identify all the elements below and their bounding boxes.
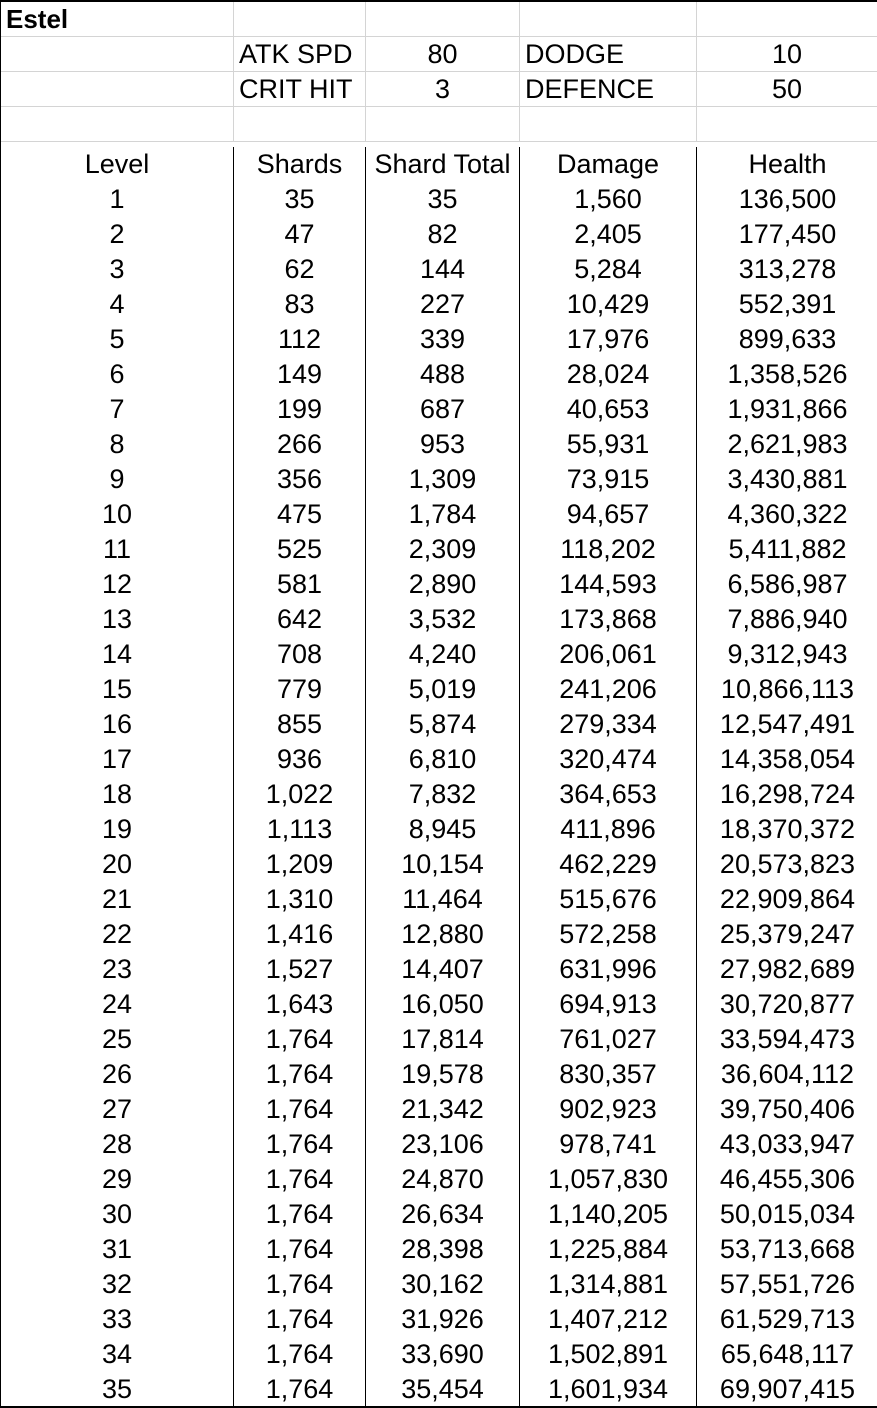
header-level[interactable]: Level	[1, 147, 234, 182]
level-cell[interactable]: 14	[1, 637, 234, 672]
damage-cell[interactable]: 1,560	[520, 182, 697, 217]
shard-total-cell[interactable]: 687	[366, 392, 520, 427]
level-cell[interactable]: 28	[1, 1127, 234, 1162]
damage-cell[interactable]: 830,357	[520, 1057, 697, 1092]
level-cell[interactable]: 23	[1, 952, 234, 987]
damage-cell[interactable]: 902,923	[520, 1092, 697, 1127]
level-cell[interactable]: 6	[1, 357, 234, 392]
health-cell[interactable]: 2,621,983	[727, 429, 848, 459]
level-cell[interactable]: 15	[1, 672, 234, 707]
level-cell[interactable]: 24	[1, 987, 234, 1022]
empty-cell[interactable]	[366, 107, 520, 142]
shard-total-cell[interactable]: 144	[366, 252, 520, 287]
damage-cell[interactable]: 515,676	[520, 882, 697, 917]
shards-cell[interactable]: 266	[234, 427, 366, 462]
shard-total-cell[interactable]: 2,890	[366, 567, 520, 602]
table-row	[1, 217, 877, 252]
health-cell[interactable]: 313,278	[738, 254, 837, 284]
stats-row-1	[1, 37, 877, 72]
shards-cell[interactable]: 1,764	[234, 1057, 366, 1092]
health-cell[interactable]: 136,500	[738, 184, 837, 214]
health-cell[interactable]: 43,033,947	[719, 1129, 856, 1159]
level-cell[interactable]: 32	[1, 1267, 234, 1302]
shards-cell[interactable]: 1,764	[234, 1197, 366, 1232]
health-cell[interactable]: 5,411,882	[728, 534, 847, 564]
stats-row-2	[1, 72, 877, 107]
level-cell[interactable]: 21	[1, 882, 234, 917]
health-cell[interactable]: 27,982,689	[719, 954, 856, 984]
shards-cell[interactable]: 83	[234, 287, 366, 322]
health-cell[interactable]: 6,586,987	[727, 569, 848, 599]
level-cell[interactable]: 16	[1, 707, 234, 742]
health-cell[interactable]: 1,931,866	[727, 394, 848, 424]
level-cell[interactable]: 19	[1, 812, 234, 847]
empty-cell[interactable]	[520, 2, 697, 37]
health-cell[interactable]: 10,866,113	[720, 674, 855, 704]
level-cell[interactable]: 17	[1, 742, 234, 777]
table-row	[1, 532, 877, 567]
health-cell[interactable]: 25,379,247	[719, 919, 856, 949]
table-row	[1, 637, 877, 672]
damage-cell[interactable]: 17,976	[520, 322, 697, 357]
damage-cell[interactable]: 1,502,891	[520, 1337, 697, 1372]
shards-cell[interactable]: 1,764	[234, 1337, 366, 1372]
table-row	[1, 1127, 877, 1162]
shards-cell[interactable]: 1,764	[234, 1022, 366, 1057]
level-cell[interactable]: 8	[1, 427, 234, 462]
table-row	[1, 322, 877, 357]
shard-total-cell[interactable]: 19,578	[366, 1057, 520, 1092]
level-cell[interactable]: 10	[1, 497, 234, 532]
shards-cell[interactable]: 1,643	[234, 987, 366, 1022]
shard-total-cell[interactable]: 3,532	[366, 602, 520, 637]
table-row	[1, 812, 877, 847]
empty-cell[interactable]	[697, 2, 877, 37]
health-cell[interactable]: 50,015,034	[719, 1199, 856, 1229]
damage-cell[interactable]: 241,206	[520, 672, 697, 707]
table-row	[1, 707, 877, 742]
health-cell[interactable]: 61,529,713	[719, 1304, 856, 1334]
shard-total-cell[interactable]: 11,464	[366, 882, 520, 917]
shard-total-cell[interactable]: 12,880	[366, 917, 520, 952]
health-cell[interactable]: 22,909,864	[719, 884, 856, 914]
damage-cell[interactable]: 279,334	[520, 707, 697, 742]
level-cell[interactable]: 11	[1, 532, 234, 567]
damage-cell[interactable]: 1,225,884	[520, 1232, 697, 1267]
shard-total-cell[interactable]: 953	[366, 427, 520, 462]
shard-total-cell[interactable]: 16,050	[366, 987, 520, 1022]
damage-cell[interactable]: 94,657	[520, 497, 697, 532]
level-cell[interactable]: 22	[1, 917, 234, 952]
damage-cell[interactable]: 761,027	[520, 1022, 697, 1057]
table-row	[1, 1197, 877, 1232]
shards-cell[interactable]: 1,764	[234, 1232, 366, 1267]
shards-cell[interactable]: 1,764	[234, 1162, 366, 1197]
damage-cell[interactable]: 364,653	[520, 777, 697, 812]
shard-total-cell[interactable]: 23,106	[366, 1127, 520, 1162]
shard-total-cell[interactable]: 1,309	[366, 462, 520, 497]
shards-cell[interactable]: 1,310	[234, 882, 366, 917]
damage-cell[interactable]: 206,061	[520, 637, 697, 672]
damage-cell[interactable]: 462,229	[520, 847, 697, 882]
level-cell[interactable]: 3	[1, 252, 234, 287]
empty-cell[interactable]	[697, 107, 877, 142]
table-row	[1, 917, 877, 952]
level-cell[interactable]: 13	[1, 602, 234, 637]
table-row	[1, 847, 877, 882]
shards-cell[interactable]: 475	[234, 497, 366, 532]
empty-cell[interactable]	[1, 107, 234, 142]
shard-total-cell[interactable]: 31,926	[366, 1302, 520, 1337]
level-cell[interactable]: 35	[1, 1372, 234, 1407]
damage-cell[interactable]: 40,653	[520, 392, 697, 427]
dodge-value[interactable]: 10	[697, 37, 877, 72]
damage-cell[interactable]: 28,024	[520, 357, 697, 392]
health-cell[interactable]: 20,573,823	[719, 849, 856, 879]
level-cell[interactable]: 5	[1, 322, 234, 357]
shards-cell[interactable]: 1,764	[234, 1302, 366, 1337]
health-cell[interactable]: 552,391	[738, 289, 837, 319]
damage-cell[interactable]: 173,868	[520, 602, 697, 637]
blank-row	[1, 107, 877, 142]
table-row	[1, 287, 877, 322]
shards-cell[interactable]: 149	[234, 357, 366, 392]
shards-cell[interactable]: 1,764	[234, 1127, 366, 1162]
table-row	[1, 1372, 877, 1407]
table-row	[1, 1232, 877, 1267]
shard-total-cell[interactable]: 227	[366, 287, 520, 322]
health-cell[interactable]: 53,713,668	[719, 1234, 856, 1264]
shards-cell[interactable]: 708	[234, 637, 366, 672]
shards-cell[interactable]: 1,764	[234, 1092, 366, 1127]
table-row	[1, 952, 877, 987]
level-cell[interactable]: 7	[1, 392, 234, 427]
crit-hit-value[interactable]: 3	[366, 72, 520, 107]
shards-cell[interactable]: 1,113	[234, 812, 366, 847]
damage-cell[interactable]: 1,601,934	[520, 1372, 697, 1407]
damage-cell[interactable]: 118,202	[520, 532, 697, 567]
level-cell[interactable]: 1	[1, 182, 234, 217]
table-row	[1, 427, 877, 462]
table-row	[1, 392, 877, 427]
level-cell[interactable]: 27	[1, 1092, 234, 1127]
table-row	[1, 567, 877, 602]
shard-total-cell[interactable]: 4,240	[366, 637, 520, 672]
header-row	[1, 147, 877, 182]
health-cell[interactable]: 7,886,940	[727, 604, 848, 634]
shard-total-cell[interactable]: 2,309	[366, 532, 520, 567]
shards-cell[interactable]: 581	[234, 567, 366, 602]
level-cell[interactable]: 26	[1, 1057, 234, 1092]
health-cell[interactable]: 9,312,943	[727, 639, 848, 669]
shard-total-cell[interactable]: 35	[366, 182, 520, 217]
health-cell[interactable]: 39,750,406	[719, 1094, 856, 1124]
health-cell[interactable]: 30,720,877	[719, 989, 856, 1019]
level-cell[interactable]: 20	[1, 847, 234, 882]
shard-total-cell[interactable]: 17,814	[366, 1022, 520, 1057]
shards-cell[interactable]: 855	[234, 707, 366, 742]
table-row	[1, 1162, 877, 1197]
shards-cell[interactable]: 1,527	[234, 952, 366, 987]
empty-cell[interactable]	[234, 107, 366, 142]
shards-cell[interactable]: 642	[234, 602, 366, 637]
shards-cell[interactable]: 47	[234, 217, 366, 252]
level-cell[interactable]: 33	[1, 1302, 234, 1337]
damage-cell[interactable]: 411,896	[520, 812, 697, 847]
table-row	[1, 742, 877, 777]
damage-cell[interactable]: 2,405	[520, 217, 697, 252]
table-row	[1, 987, 877, 1022]
table-row	[1, 1302, 877, 1337]
shard-total-cell[interactable]: 8,945	[366, 812, 520, 847]
damage-cell[interactable]: 1,057,830	[520, 1162, 697, 1197]
level-cell[interactable]: 18	[1, 777, 234, 812]
table-row	[1, 1057, 877, 1092]
damage-cell[interactable]: 1,407,212	[520, 1302, 697, 1337]
level-cell[interactable]: 12	[1, 567, 234, 602]
table-row	[1, 357, 877, 392]
health-cell[interactable]: 65,648,117	[720, 1339, 855, 1369]
shards-cell[interactable]: 62	[234, 252, 366, 287]
health-cell[interactable]: 36,604,112	[720, 1059, 855, 1089]
header-health[interactable]: Health	[748, 149, 827, 179]
shards-cell[interactable]: 525	[234, 532, 366, 567]
dodge-label[interactable]: DODGE	[520, 37, 697, 72]
shards-cell[interactable]: 936	[234, 742, 366, 777]
damage-cell[interactable]: 1,140,205	[520, 1197, 697, 1232]
shard-total-cell[interactable]: 14,407	[366, 952, 520, 987]
damage-cell[interactable]: 978,741	[520, 1127, 697, 1162]
level-cell[interactable]: 34	[1, 1337, 234, 1372]
header-damage[interactable]: Damage	[520, 147, 697, 182]
health-cell[interactable]: 12,547,491	[719, 709, 856, 739]
level-cell[interactable]: 4	[1, 287, 234, 322]
atk-spd-value[interactable]: 80	[366, 37, 520, 72]
empty-cell[interactable]	[1, 72, 234, 107]
crit-hit-label[interactable]: CRIT HIT	[234, 72, 366, 107]
shards-cell[interactable]: 356	[234, 462, 366, 497]
empty-cell[interactable]	[1, 37, 234, 72]
table-row	[1, 672, 877, 707]
health-cell[interactable]: 1,358,526	[727, 359, 848, 389]
shard-total-cell[interactable]: 35,454	[366, 1372, 520, 1407]
level-cell[interactable]: 31	[1, 1232, 234, 1267]
damage-cell[interactable]: 73,915	[520, 462, 697, 497]
shard-total-cell[interactable]: 10,154	[366, 847, 520, 882]
shard-total-cell[interactable]: 339	[366, 322, 520, 357]
shards-cell[interactable]: 1,764	[234, 1372, 366, 1407]
shards-cell[interactable]: 1,416	[234, 917, 366, 952]
sheet-title[interactable]: Estel	[1, 2, 234, 37]
title-row	[1, 2, 877, 37]
level-cell[interactable]: 30	[1, 1197, 234, 1232]
shard-total-cell[interactable]: 7,832	[366, 777, 520, 812]
damage-cell[interactable]: 1,314,881	[520, 1267, 697, 1302]
damage-cell[interactable]: 55,931	[520, 427, 697, 462]
shard-total-cell[interactable]: 24,870	[366, 1162, 520, 1197]
shards-cell[interactable]: 199	[234, 392, 366, 427]
table-row	[1, 497, 877, 532]
table-row	[1, 1267, 877, 1302]
shards-cell[interactable]: 1,764	[234, 1267, 366, 1302]
damage-cell[interactable]: 320,474	[520, 742, 697, 777]
table-row	[1, 1092, 877, 1127]
health-cell[interactable]: 3,430,881	[727, 464, 848, 494]
shards-cell[interactable]: 112	[234, 322, 366, 357]
shards-cell[interactable]: 779	[234, 672, 366, 707]
health-cell[interactable]: 16,298,724	[719, 779, 856, 809]
shard-total-cell[interactable]: 21,342	[366, 1092, 520, 1127]
shard-total-cell[interactable]: 33,690	[366, 1337, 520, 1372]
shards-cell[interactable]: 1,022	[234, 777, 366, 812]
shard-total-cell[interactable]: 30,162	[366, 1267, 520, 1302]
health-cell[interactable]: 177,450	[738, 219, 837, 249]
level-cell[interactable]: 2	[1, 217, 234, 252]
shards-cell[interactable]: 1,209	[234, 847, 366, 882]
damage-cell[interactable]: 10,429	[520, 287, 697, 322]
level-cell[interactable]: 9	[1, 462, 234, 497]
empty-cell[interactable]	[366, 2, 520, 37]
shard-total-cell[interactable]: 5,874	[366, 707, 520, 742]
table-row	[1, 252, 877, 287]
shard-total-cell[interactable]: 26,634	[366, 1197, 520, 1232]
damage-cell[interactable]: 5,284	[520, 252, 697, 287]
atk-spd-label[interactable]: ATK SPD	[234, 37, 366, 72]
table-row	[1, 602, 877, 637]
level-cell[interactable]: 25	[1, 1022, 234, 1057]
table-row	[1, 182, 877, 217]
shard-total-cell[interactable]: 1,784	[366, 497, 520, 532]
shard-total-cell[interactable]: 6,810	[366, 742, 520, 777]
level-cell[interactable]: 29	[1, 1162, 234, 1197]
health-cell[interactable]: 14,358,054	[719, 744, 856, 774]
shard-total-cell[interactable]: 488	[366, 357, 520, 392]
table-row	[1, 777, 877, 812]
table-row	[1, 882, 877, 917]
defence-label[interactable]: DEFENCE	[520, 72, 697, 107]
table-row	[1, 462, 877, 497]
header-shards[interactable]: Shards	[234, 147, 366, 182]
empty-cell[interactable]	[520, 107, 697, 142]
damage-cell[interactable]: 572,258	[520, 917, 697, 952]
damage-cell[interactable]: 631,996	[520, 952, 697, 987]
shard-total-cell[interactable]: 28,398	[366, 1232, 520, 1267]
health-cell[interactable]: 33,594,473	[719, 1024, 856, 1054]
health-cell[interactable]: 18,370,372	[719, 814, 856, 844]
damage-cell[interactable]: 144,593	[520, 567, 697, 602]
shard-total-cell[interactable]: 82	[366, 217, 520, 252]
health-cell[interactable]: 46,455,306	[719, 1164, 856, 1194]
health-cell[interactable]: 57,551,726	[719, 1269, 856, 1299]
empty-cell[interactable]	[234, 2, 366, 37]
health-cell[interactable]: 69,907,415	[719, 1374, 856, 1404]
health-cell[interactable]: 4,360,322	[727, 499, 848, 529]
shards-cell[interactable]: 35	[234, 182, 366, 217]
health-cell[interactable]: 899,633	[738, 324, 837, 354]
header-shard-total[interactable]: Shard Total	[366, 147, 520, 182]
table-row	[1, 1022, 877, 1057]
table-row	[1, 1337, 877, 1372]
damage-cell[interactable]: 694,913	[520, 987, 697, 1022]
shard-total-cell[interactable]: 5,019	[366, 672, 520, 707]
defence-value[interactable]: 50	[697, 72, 877, 107]
